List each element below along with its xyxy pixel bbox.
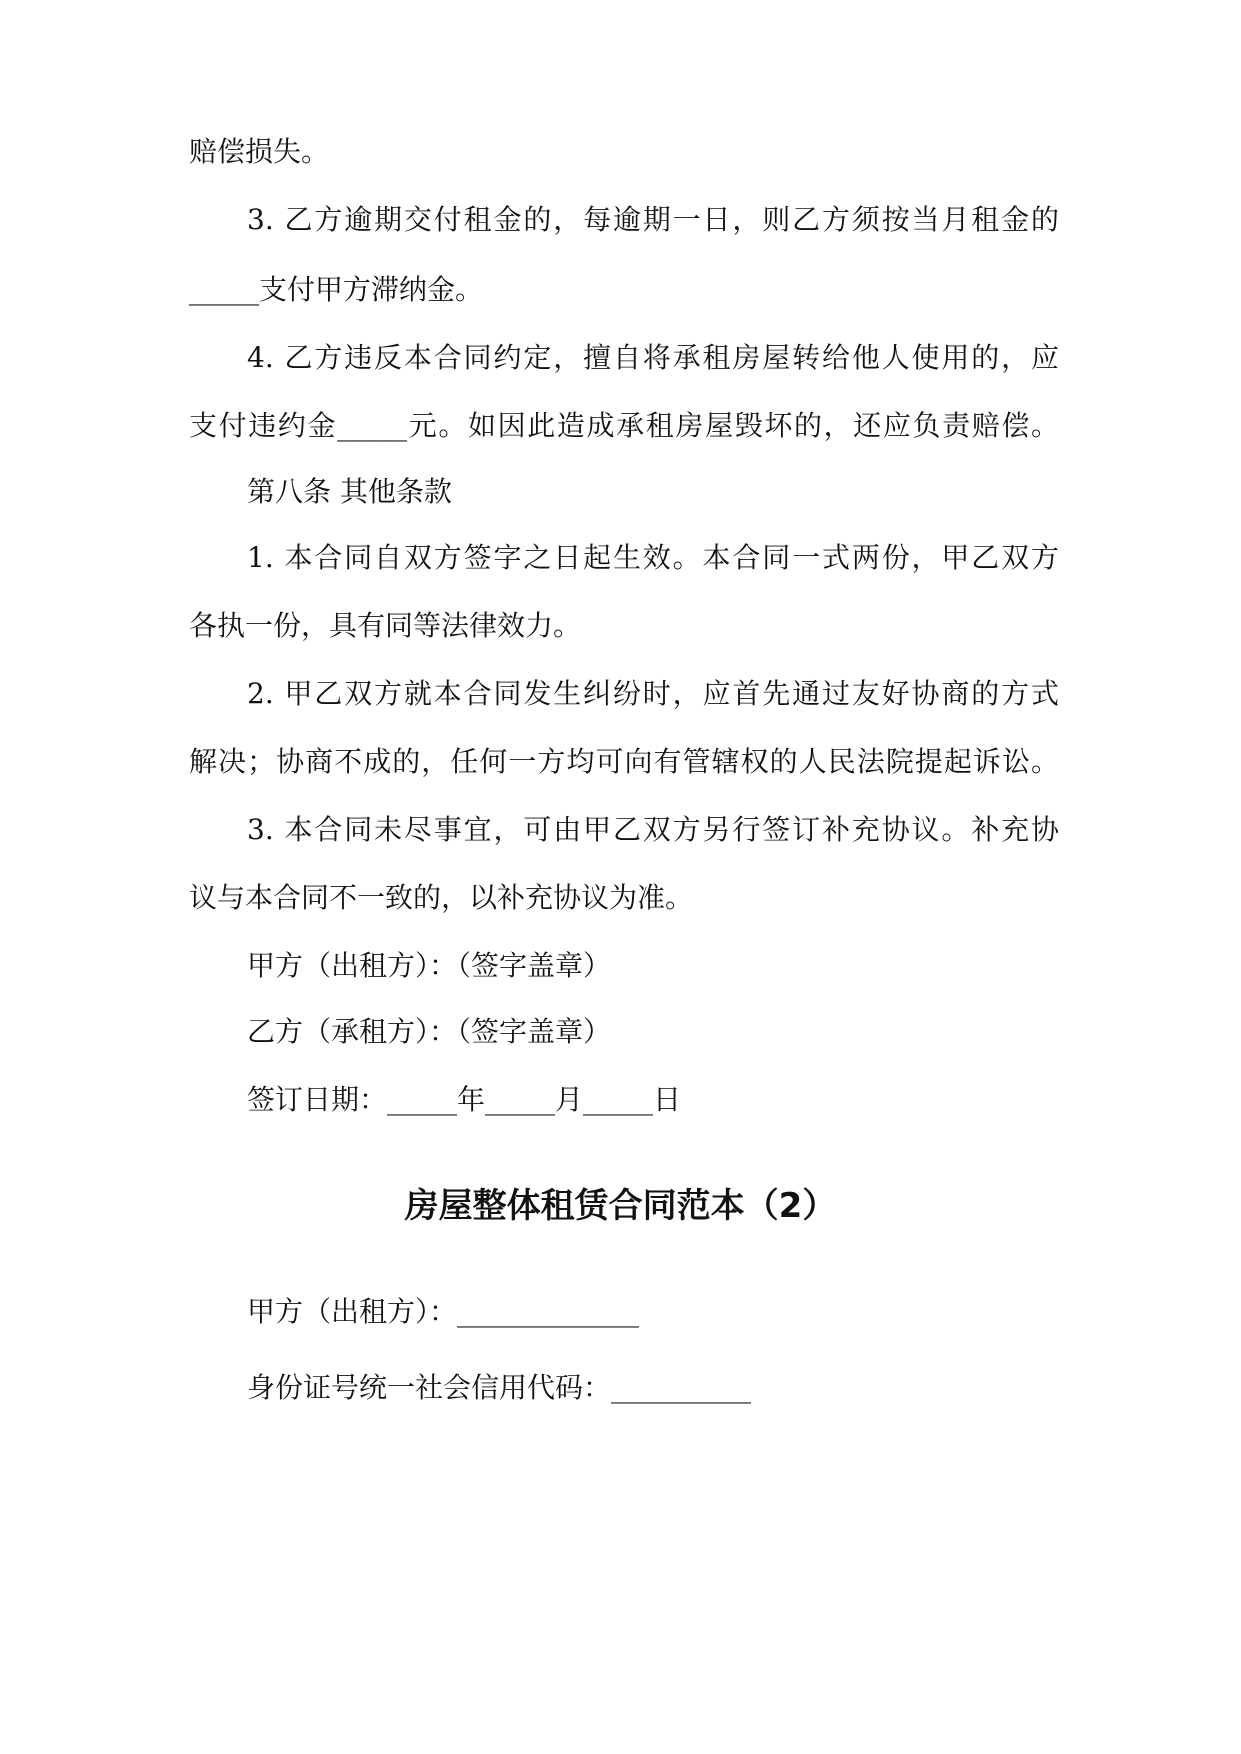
signature-line-party-b: 乙方（承租方）：（签字盖章）	[247, 1015, 612, 1048]
section-title: 房屋整体租赁合同范本（2）	[404, 1186, 837, 1226]
article-heading: 第八条 其他条款	[247, 475, 452, 508]
paragraph-line: 3. 乙方逾期交付租金的，每逾期一日，则乙方须按当月租金的	[247, 203, 1059, 236]
paragraph-line: 4. 乙方违反本合同约定，擅自将承租房屋转给他人使用的，应	[247, 341, 1059, 374]
paragraph-line: 3. 本合同未尽事宜，可由甲乙双方另行签订补充协议。补充协	[247, 813, 1059, 846]
paragraph-line: 议与本合同不一致的，以补充协议为准。	[189, 881, 694, 914]
paragraph-line: 赔偿损失。	[189, 135, 330, 168]
form-line-lessor: 甲方（出租方）：_____________	[247, 1295, 640, 1328]
paragraph-line: 2. 甲乙双方就本合同发生纠纷时，应首先通过友好协商的方式	[247, 677, 1059, 710]
form-line-id-number: 身份证号统一社会信用代码：__________	[247, 1371, 752, 1404]
paragraph-line: _____支付甲方滞纳金。	[189, 273, 484, 306]
paragraph-line: 解决；协商不成的，任何一方均可向有管辖权的人民法院提起诉讼。	[189, 745, 1059, 778]
signing-date-line: 签订日期：_____年_____月_____日	[247, 1083, 682, 1116]
signature-line-party-a: 甲方（出租方）：（签字盖章）	[247, 949, 612, 982]
paragraph-line: 1. 本合同自双方签字之日起生效。本合同一式两份，甲乙双方	[247, 541, 1059, 574]
paragraph-line: 支付违约金_____元。如因此造成承租房屋毁坏的，还应负责赔偿。	[189, 409, 1059, 442]
paragraph-line: 各执一份，具有同等法律效力。	[189, 609, 582, 642]
